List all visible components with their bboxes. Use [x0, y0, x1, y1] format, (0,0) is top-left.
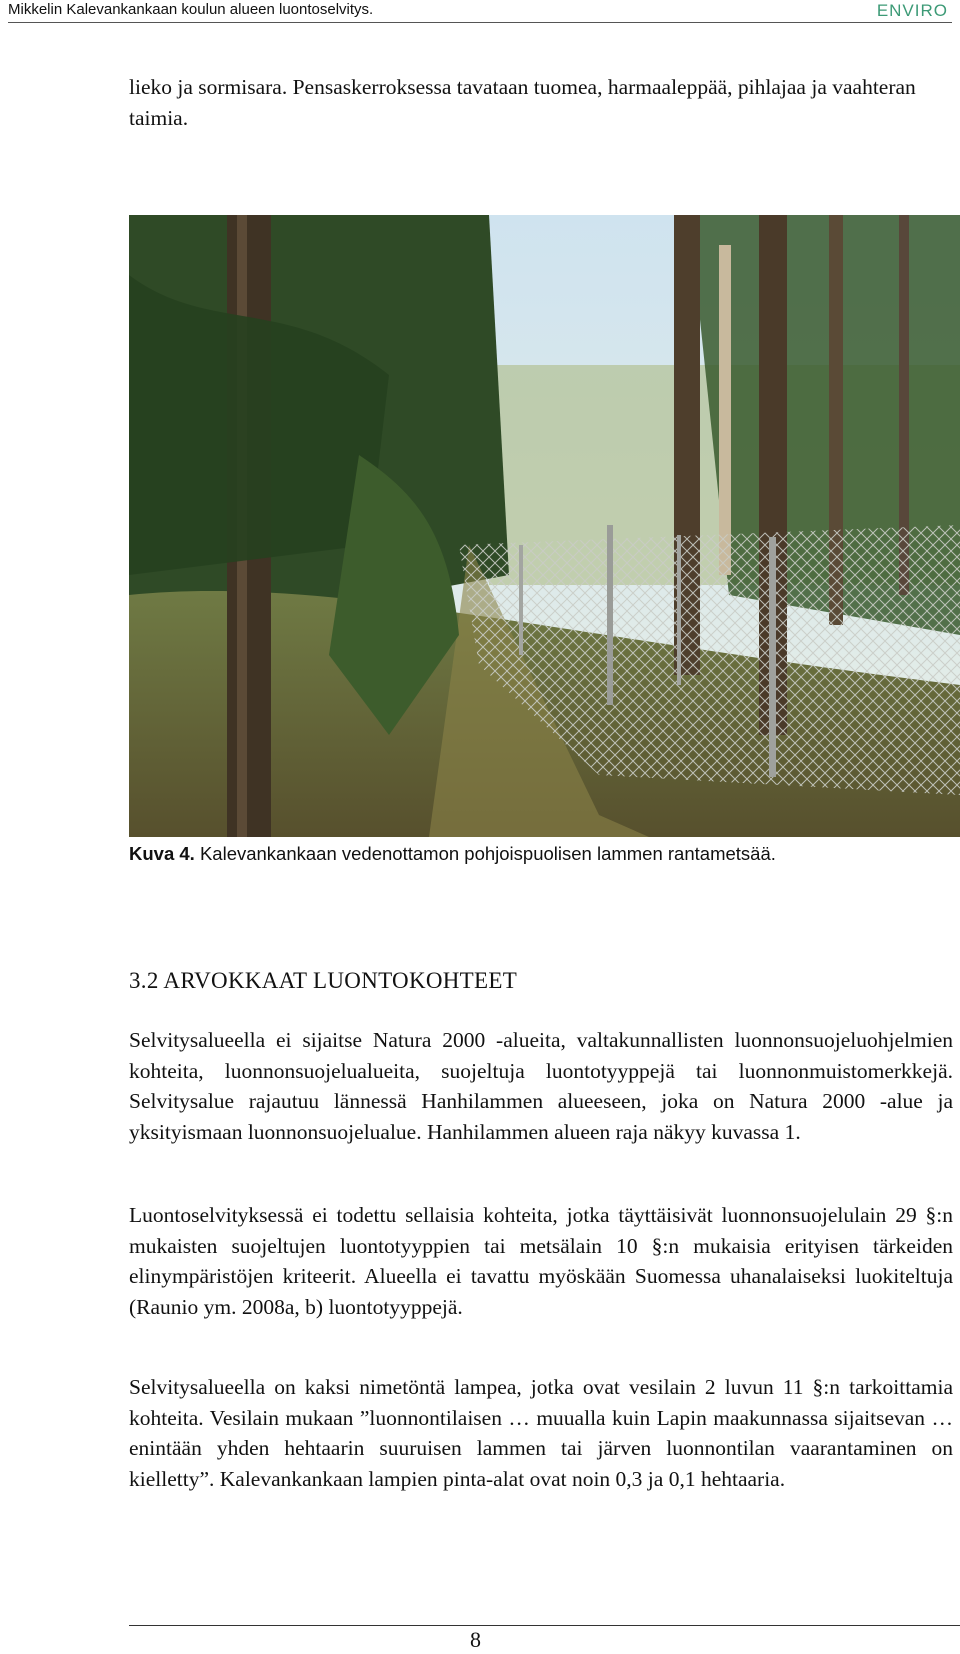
page-header [8, 0, 952, 23]
body-paragraph: Selvitysalueella ei sijaitse Natura 2000 -alueita, valtakunnallisten luonnonsuojeluohjelmien kohteita, luonnonsuojelualueita, suojeltuja luontotyyppejä tai luonnonmuistomerkkejä. Selvitysalue rajautuu lännessä Hanhilammen alueeseen, joka on Natura 2000 -alue ja yksityismaan luonnonsuojelualue. Hanhilammen alueen raja näkyy kuvassa 1. [129, 1028, 953, 1144]
document-title: Mikkelin Kalevankankaan koulun alueen luontoselvitys. [8, 1, 374, 18]
caption-label: Kuva 4. [129, 843, 195, 864]
figure-caption [129, 843, 776, 865]
section-heading: 3.2 ARVOKKAAT LUONTOKOHTEET [129, 968, 518, 993]
intro-paragraph: lieko ja sormisara. Pensaskerroksessa tavataan tuomea, harmaaleppää, pihlajaa ja vaahteran taimia. [129, 75, 916, 130]
caption-text: Kalevankankaan vedenottamon pohjoispuolisen lammen rantametsää. [194, 843, 776, 864]
body-paragraph: Luontoselvityksessä ei todettu sellaisia kohteita, jotka täyttäisivät luonnonsuojelulain 29 §:n mukaisten suojeltujen luontotyyppien tai metsälain 10 §:n mukaisia erityisen tärkeiden elinympäristöjen kriteerit. Alueella ei tavattu myöskään Suomessa uhanalaiseksi luokiteltuja (Raunio ym. 2008a, b) luontotyyppejä. [129, 1203, 953, 1319]
page-number: 8 [470, 1627, 481, 1652]
body-paragraph: Selvitysalueella on kaksi nimetöntä lampea, jotka ovat vesilain 2 luvun 11 §:n tarkoittamia kohteita. Vesilain mukaan ”luonnontilaisen … muualla kuin Lapin maakunnassa sijaitsevan … enintään yhden hehtaarin suuruisen lammen tai järven luonnontilan vaarantaminen on kielletty”. Kalevankankaan lampien pinta-alat ovat noin 0,3 ja 0,1 hehtaaria. [129, 1375, 953, 1491]
enviro-logo: ENVIRO [876, 1, 948, 20]
footer-divider [129, 1625, 960, 1626]
forest-photo [129, 215, 960, 837]
